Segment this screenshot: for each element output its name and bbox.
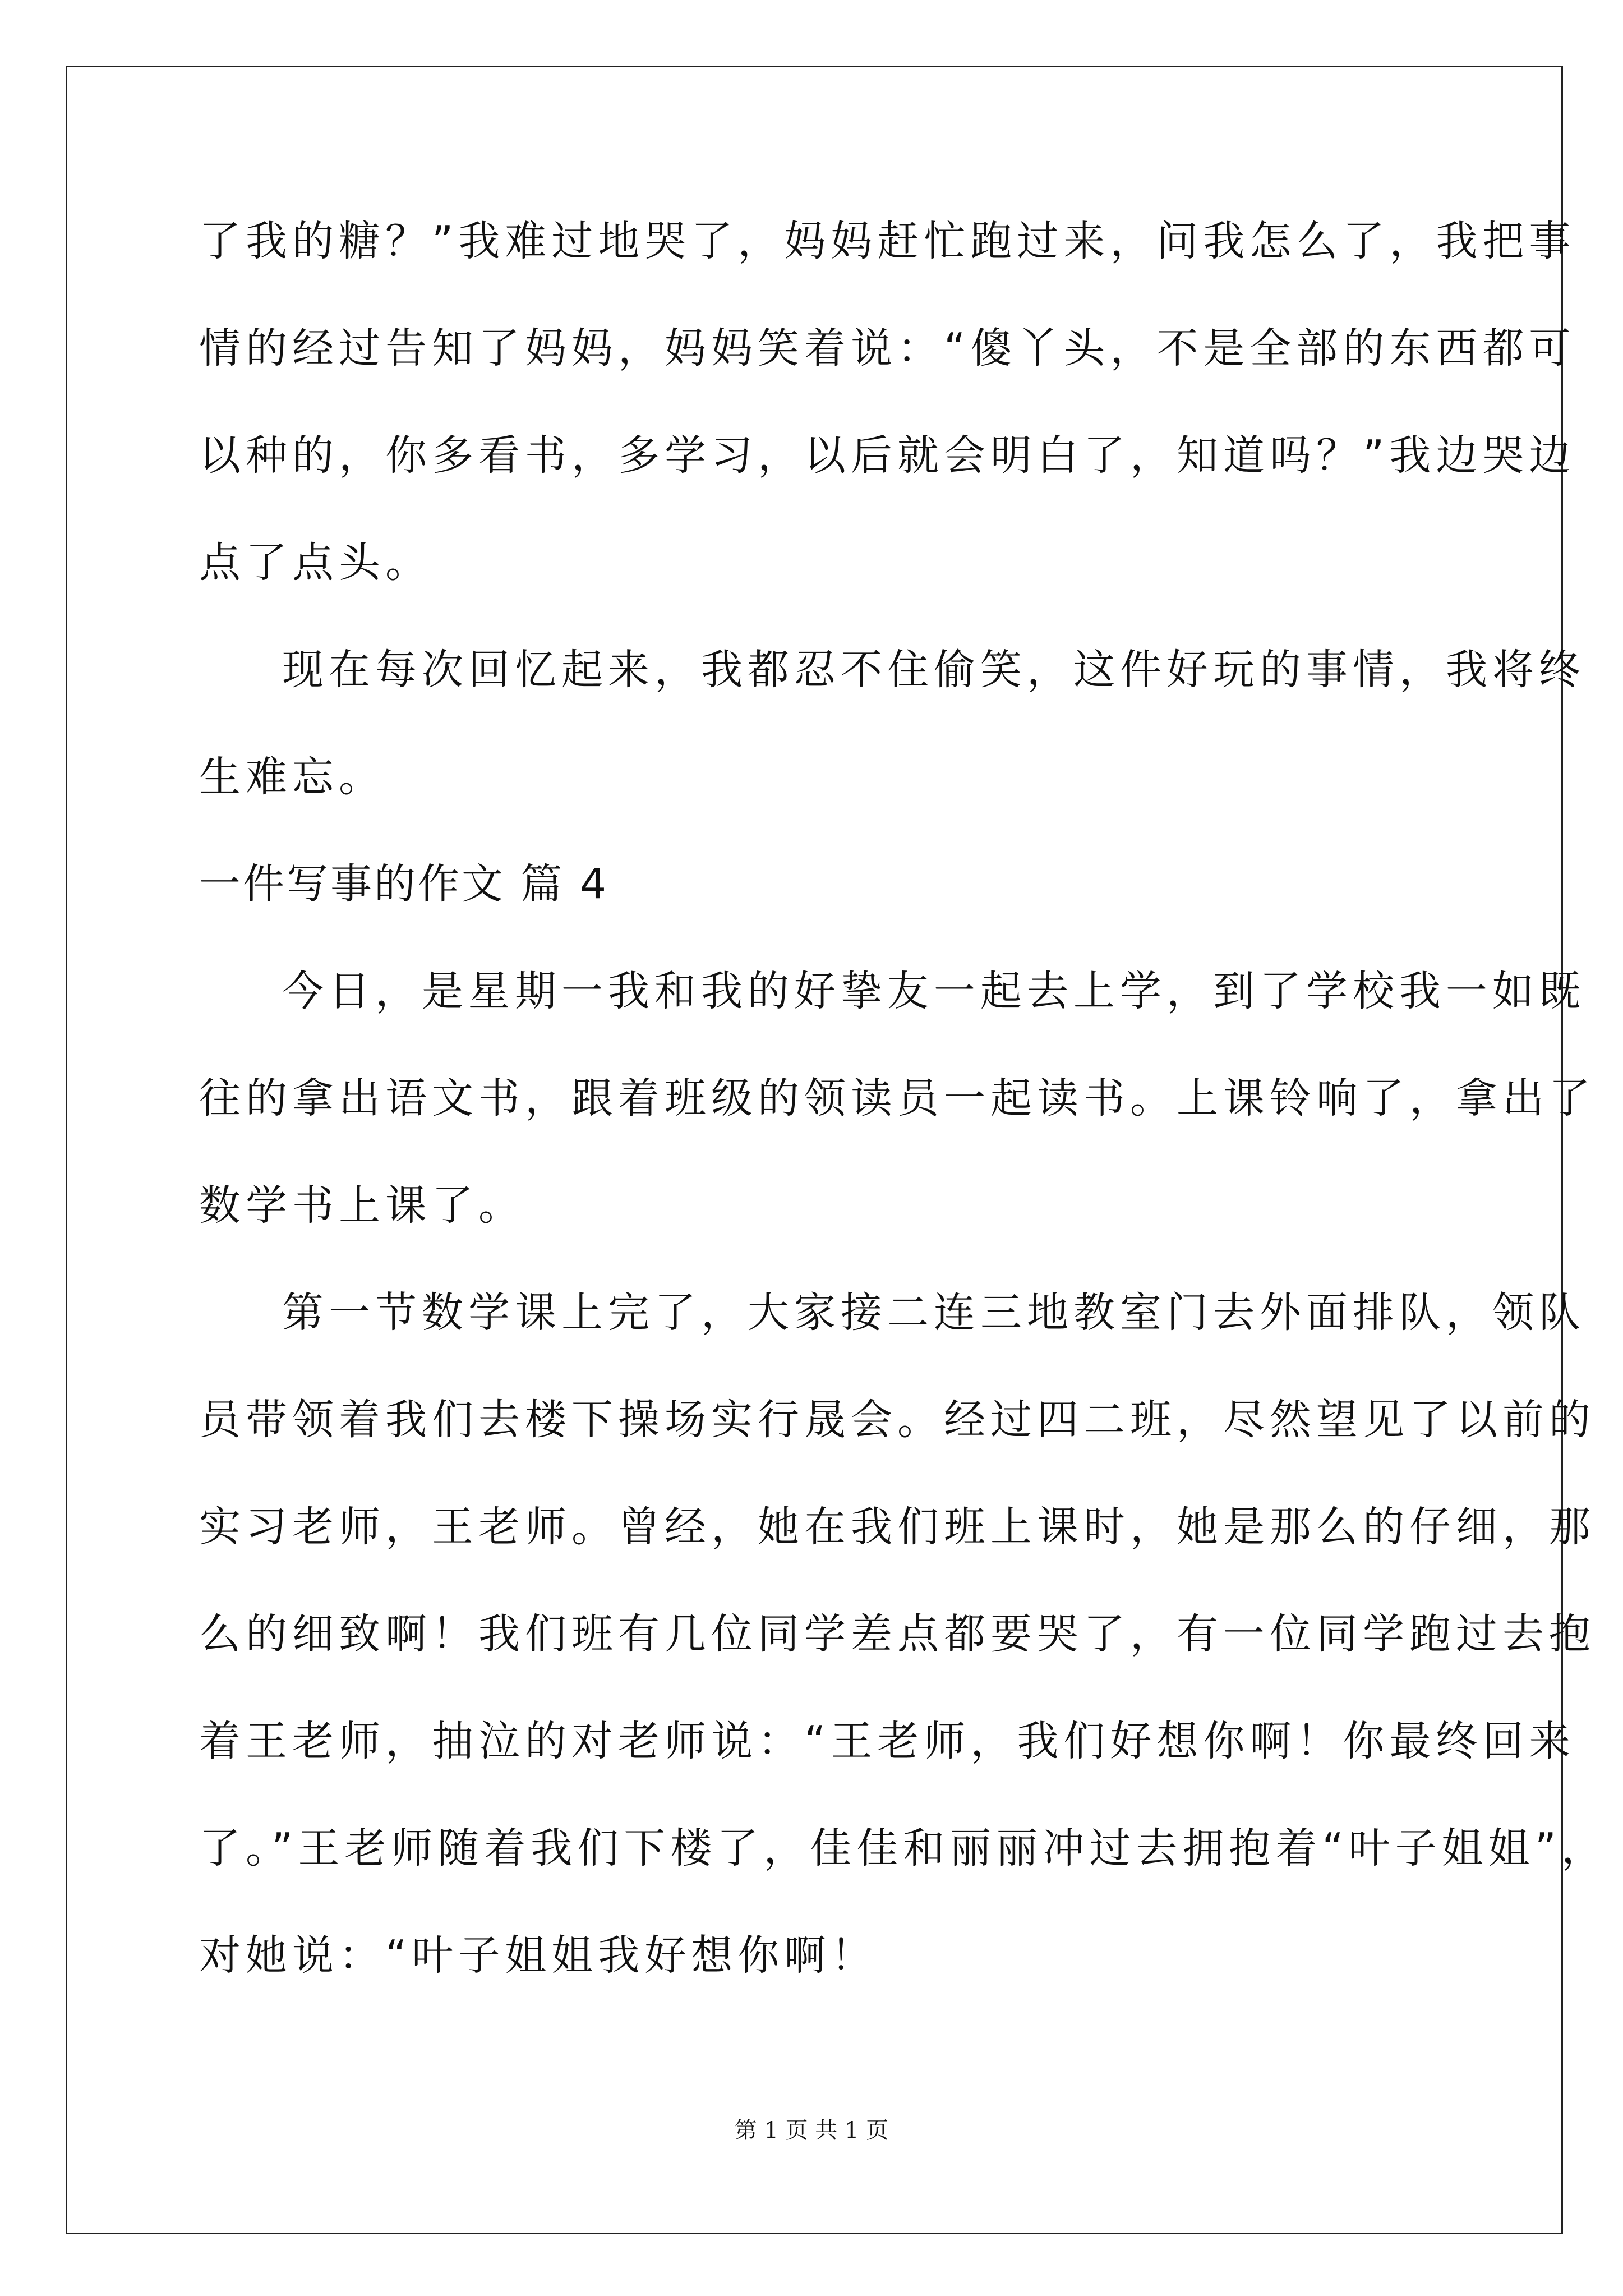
heading-text: 一件写事的作文 篇 4 (199, 860, 609, 908)
text-line: 了。”王老师随着我们下楼了，佳佳和丽丽冲过去拥抱着“叶子姐姐”， (199, 1824, 1608, 1872)
text-line: 么的细致啊！我们班有几位同学差点都要哭了，有一位同学跑过去抱 (199, 1610, 1596, 1658)
paragraph (199, 646, 1585, 863)
text-line: 以种的，你多看书，多学习，以后就会明白了，知道吗？”我边哭边 (199, 431, 1576, 480)
text-line: 点了点头。 (199, 539, 432, 587)
text-line: 了我的糖？”我难过地哭了，妈妈赶忙跑过来，问我怎么了，我把事 (199, 217, 1576, 265)
text-line: 实习老师，王老师。曾经，她在我们班上课时，她是那么的仔细，那 (199, 1503, 1596, 1551)
text-line: 生难忘。 (199, 753, 385, 801)
text-line: 情的经过告知了妈妈，妈妈笑着说：“傻丫头，不是全部的东西都可 (199, 324, 1576, 372)
text-line: 对她说：“叶子姐姐我好想你啊！ (199, 1931, 878, 1980)
page-number-footer: 第 1 页 共 1 页 (734, 2118, 889, 2143)
text-line: 现在每次回忆起来，我都忍不住偷笑，这件好玩的事情，我将终 (282, 646, 1585, 694)
text-line: 今日，是星期一我和我的好挚友一起去上学，到了学校我一如既 (282, 967, 1585, 1015)
text-line: 第一节数学课上完了，大家接二连三地教室门去外面排队，领队 (282, 1289, 1585, 1337)
section-heading (199, 860, 1438, 970)
paragraph (199, 217, 1576, 649)
text-line: 往的拿出语文书，跟着班级的领读员一起读书。上课铃响了，拿出了 (199, 1074, 1596, 1122)
document-body (199, 217, 1608, 2042)
paragraph (199, 967, 1596, 1292)
text-line: 员带领着我们去楼下操场实行晟会。经过四二班，尽然望见了以前的 (199, 1396, 1596, 1444)
text-line: 着王老师，抽泣的对老师说：“王老师，我们好想你啊！你最终回来 (199, 1717, 1576, 1765)
text-line: 数学书上课了。 (199, 1181, 525, 1230)
paragraph (199, 1289, 1608, 2042)
